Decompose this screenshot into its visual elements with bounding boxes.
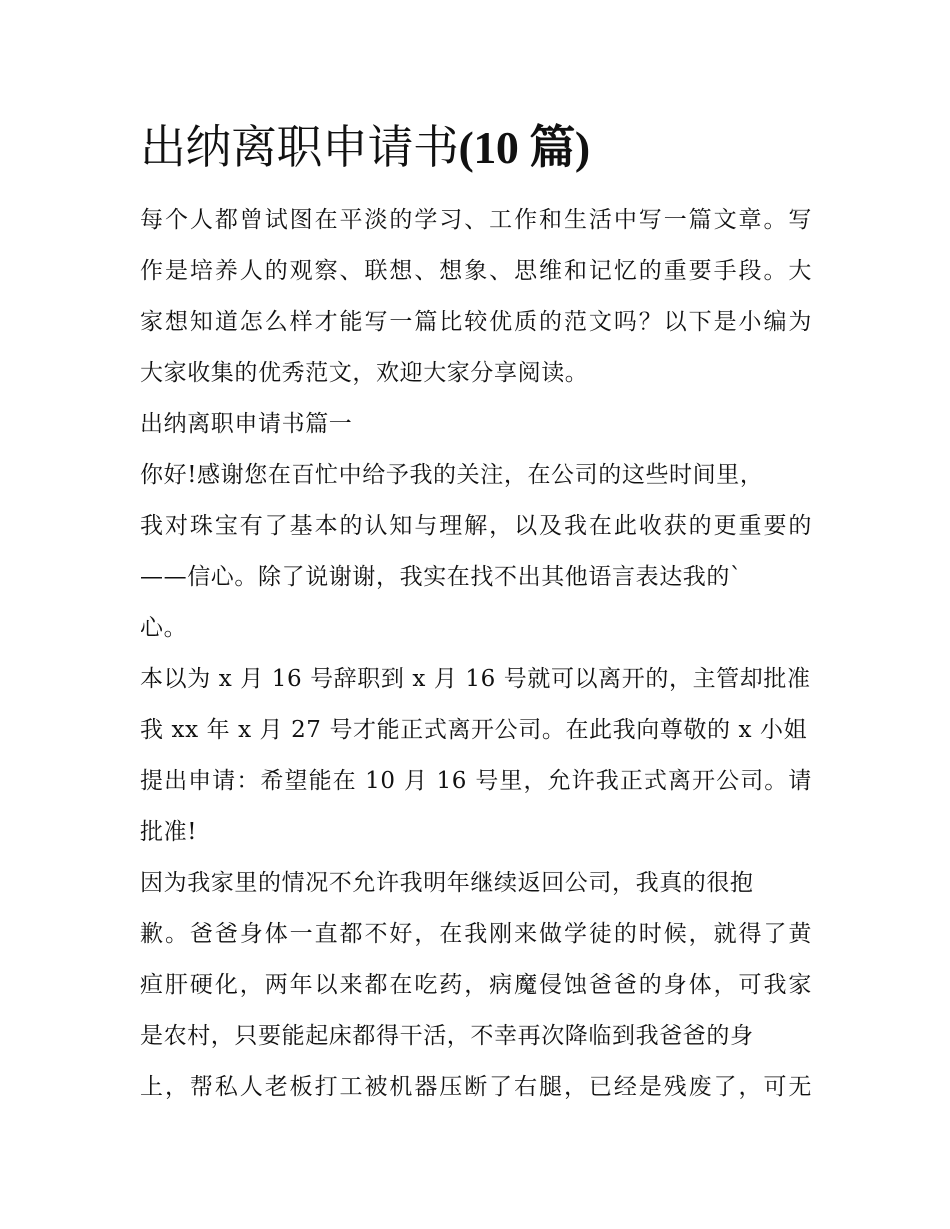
body-line: 每个人都曾试图在平淡的学习、工作和生活中写一篇文章。写 <box>140 207 812 233</box>
body-line: 因为我家里的情况不允许我明年继续返回公司，我真的很抱 <box>140 870 754 896</box>
title-text: 出纳离职申请书 <box>140 120 459 174</box>
body-line: 我对珠宝有了基本的认知与理解，以及我在此收获的更重要的 <box>140 513 812 539</box>
body-line: 心。 <box>140 615 188 641</box>
body-line: 家想知道怎么样才能写一篇比较优质的范文吗？以下是小编为 <box>140 309 812 335</box>
body-line: ——信心。除了说谢谢，我实在找不出其他语言表达我的` <box>140 564 743 590</box>
body-line: 提出申请：希望能在 10 月 16 号里，允许我正式离开公司。请 <box>140 768 812 794</box>
body-line: 批准! <box>140 819 198 845</box>
document-title <box>140 112 812 183</box>
body-line: 我 xx 年 x 月 27 号才能正式离开公司。在此我向尊敬的 x 小姐 <box>140 717 808 743</box>
body-line: 你好!感谢您在百忙中给予我的关注，在公司的这些时间里， <box>140 462 764 488</box>
section-heading: 出纳离职申请书篇一 <box>140 411 353 437</box>
document-page <box>140 112 812 1113</box>
body-line: 歉。爸爸身体一直都不好，在我刚来做学徒的时候，就得了黄 <box>140 921 812 947</box>
body-line: 上，帮私人老板打工被机器压断了右腿，已经是残废了，可无 <box>140 1074 812 1100</box>
body-line: 是农村，只要能起床都得干活，不幸再次降临到我爸爸的身 <box>140 1023 754 1049</box>
body-line: 作是培养人的观察、联想、想象、思维和记忆的重要手段。大 <box>140 258 812 284</box>
body-line: 大家收集的优秀范文，欢迎大家分享阅读。 <box>140 360 589 386</box>
title-count: (10 篇) <box>458 122 590 173</box>
body-line: 疸肝硬化，两年以来都在吃药，病魔侵蚀爸爸的身体，可我家 <box>140 972 812 998</box>
body-line: 本以为 x 月 16 号辞职到 x 月 16 号就可以离开的，主管却批准 <box>140 666 811 692</box>
